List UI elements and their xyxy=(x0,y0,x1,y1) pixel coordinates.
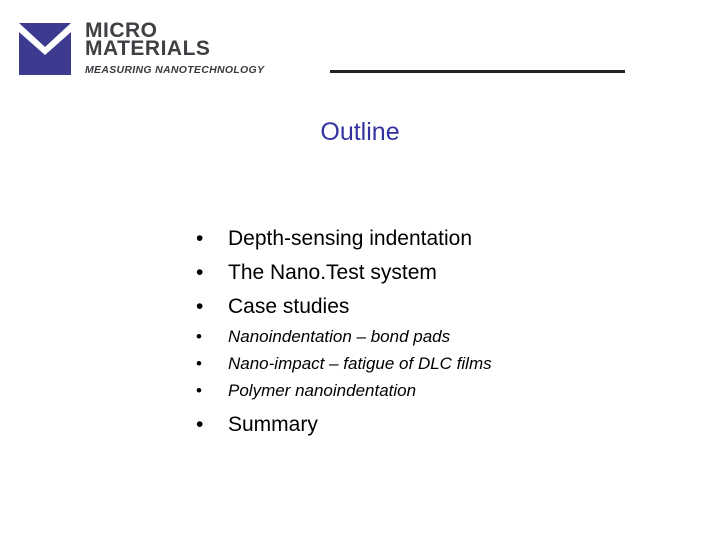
summary-bullet-list xyxy=(196,408,318,442)
bullet-icon: • xyxy=(196,327,202,346)
bullet-icon: • xyxy=(196,227,204,250)
sub-bullet-text: Nanoindentation – bond pads xyxy=(228,327,451,346)
header-divider xyxy=(330,70,625,73)
bullet-item xyxy=(196,290,472,324)
sub-bullet-item xyxy=(196,350,492,377)
bullet-icon: • xyxy=(196,295,204,318)
bullet-text: Depth-sensing indentation xyxy=(228,227,473,250)
slide-title xyxy=(0,118,720,147)
bullet-text: Summary xyxy=(228,413,318,436)
bullet-icon: • xyxy=(196,354,202,373)
logo-text-materials: MATERIALS xyxy=(85,37,211,60)
logo-text-micro: MICRO xyxy=(85,19,158,42)
logo-tagline: MEASURING NANOTECHNOLOGY xyxy=(85,64,265,76)
logo-mark-icon xyxy=(19,23,71,75)
sub-bullet-text: Nano-impact – fatigue of DLC films xyxy=(228,354,492,373)
bullet-text: Case studies xyxy=(228,295,350,318)
sub-bullet-item xyxy=(196,377,492,404)
bullet-item xyxy=(196,222,472,256)
main-bullet-list xyxy=(196,222,472,324)
case-study-bullet-list xyxy=(196,323,492,404)
bullet-icon: • xyxy=(196,381,202,400)
bullet-item xyxy=(196,408,318,442)
sub-bullet-text: Polymer nanoindentation xyxy=(228,381,417,400)
bullet-icon: • xyxy=(196,413,204,436)
bullet-item xyxy=(196,256,472,290)
bullet-text: The Nano.Test system xyxy=(228,261,437,284)
bullet-icon: • xyxy=(196,261,204,284)
slide-title-text: Outline xyxy=(320,118,400,146)
sub-bullet-item xyxy=(196,323,492,350)
